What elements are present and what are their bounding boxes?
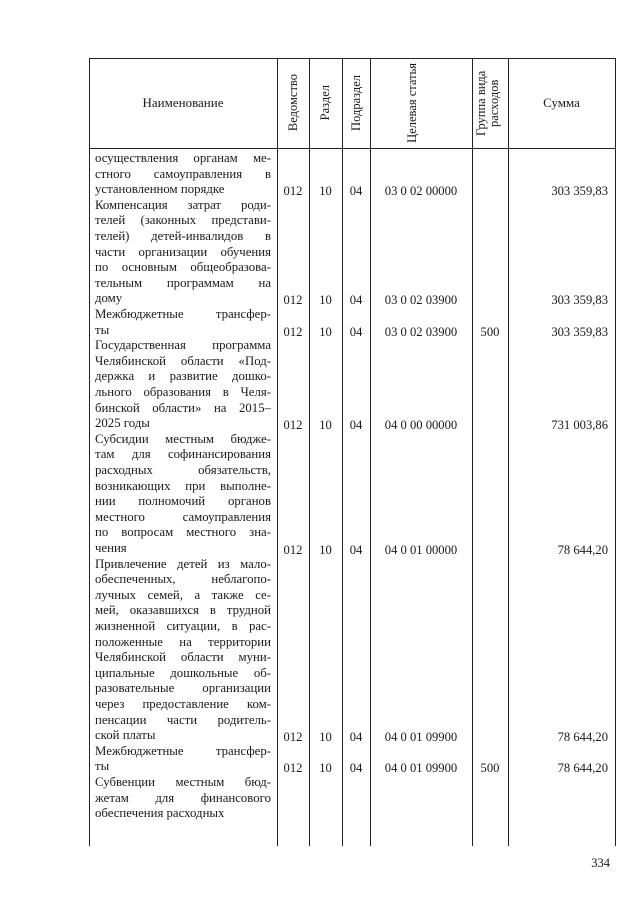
row-name-line: телей (законных представи- xyxy=(95,213,271,228)
row-name-line: Челябинской области муни- xyxy=(95,650,271,665)
row-name-line: части организации обучения xyxy=(95,244,271,259)
row-name-line: держка и развитие дошко- xyxy=(95,369,271,384)
header-gruppa: Группа вида расходов xyxy=(474,70,501,136)
cell-summa: 303 359,83 xyxy=(551,184,608,199)
row-name-line: пенсации части родитель- xyxy=(95,712,271,727)
row-name-line: ципальные дошкольные об- xyxy=(95,665,271,680)
col-border-summa xyxy=(508,58,509,846)
row-name-line: по вопросам местного зна- xyxy=(95,525,271,540)
row-name xyxy=(95,307,271,338)
cell-celevaya: 04 0 00 00000 xyxy=(384,418,458,433)
row-name-line: мей, оказавшихся в трудной xyxy=(95,603,271,618)
col-border-vedomstvo xyxy=(277,58,278,846)
cell-summa: 78 644,20 xyxy=(557,761,608,776)
cell-razdel: 10 xyxy=(319,418,332,433)
row-name-line: возникающих при выполне- xyxy=(95,478,271,493)
row-name xyxy=(95,744,271,775)
cell-celevaya: 04 0 01 09900 xyxy=(384,761,458,776)
cell-vedomstvo: 012 xyxy=(283,761,303,776)
row-name-line: Государственная программа xyxy=(95,338,271,353)
page-number: 334 xyxy=(591,856,610,870)
cell-podrazdel: 04 xyxy=(349,761,363,776)
cell-celevaya: 04 0 01 09900 xyxy=(384,730,458,745)
cell-razdel: 10 xyxy=(319,543,332,557)
row-name-line: льного образования в Челя- xyxy=(95,384,271,399)
row-name xyxy=(95,432,271,557)
cell-podrazdel: 04 xyxy=(349,543,363,557)
cell-celevaya: 03 0 02 03900 xyxy=(384,324,458,339)
cell-gruppa: 500 xyxy=(480,761,500,776)
row-name-line: телей) детей-инвалидов в xyxy=(95,228,271,243)
cell-summa: 303 359,83 xyxy=(551,293,608,308)
row-name-line: осуществления органам ме- xyxy=(95,151,271,165)
cell-summa: 303 359,83 xyxy=(551,324,608,339)
row-name-line: там для софинансирования xyxy=(95,447,271,462)
cell-vedomstvo: 012 xyxy=(283,730,303,745)
row-name-line: Челябинской области «Под- xyxy=(95,353,271,368)
cell-podrazdel: 04 xyxy=(349,418,363,433)
header-razdel: Раздел xyxy=(318,85,332,121)
col-border-gruppa xyxy=(472,58,473,846)
row-name-line: нии полномочий органов xyxy=(95,494,271,509)
row-name-line: лучных семей, а также се- xyxy=(95,587,271,602)
cell-razdel: 10 xyxy=(319,293,332,308)
row-name-line: обеспеченных, неблагопо- xyxy=(95,572,271,587)
header-vedomstvo: Ведомство xyxy=(285,74,300,132)
row-name xyxy=(95,557,271,744)
cell-podrazdel: 04 xyxy=(349,293,363,308)
cell-gruppa: 500 xyxy=(480,324,500,339)
cell-razdel: 10 xyxy=(319,730,332,745)
row-name-line: ской платы xyxy=(95,728,156,743)
row-name-line: Привлечение детей из мало- xyxy=(95,556,271,571)
cell-razdel: 10 xyxy=(319,761,332,776)
cell-podrazdel: 04 xyxy=(349,324,363,339)
cell-razdel: 10 xyxy=(319,324,332,339)
row-name-line: по основным общеобразова- xyxy=(95,260,271,275)
row-name-line: ты xyxy=(95,759,110,774)
cell-celevaya: 03 0 02 00000 xyxy=(384,184,458,199)
header-name: Наименование xyxy=(142,95,224,110)
header-bottom-border xyxy=(89,148,615,149)
cell-podrazdel: 04 xyxy=(349,730,363,745)
col-border-razdel xyxy=(309,58,310,846)
row-name-line: ты xyxy=(95,322,110,337)
row-name-line: Субвенции местным бюд- xyxy=(95,775,271,789)
row-name-line: жетам для финансового xyxy=(95,790,271,805)
cell-podrazdel: 04 xyxy=(349,184,363,199)
cell-razdel: 10 xyxy=(319,184,332,199)
row-name xyxy=(95,338,271,432)
row-name-line: через предоставление ком- xyxy=(95,696,271,711)
row-name-line: Субсидии местным бюдже- xyxy=(95,431,271,446)
col-border-right xyxy=(615,58,616,846)
cell-vedomstvo: 012 xyxy=(283,418,303,433)
row-name-line: жизненной ситуации, в рас- xyxy=(95,618,271,633)
cell-celevaya: 04 0 01 00000 xyxy=(384,543,458,557)
row-name-line: чения xyxy=(95,540,127,555)
col-border-podrazdel xyxy=(342,58,343,846)
header-podrazdel: Подраздел xyxy=(348,75,363,131)
col-border-left xyxy=(89,58,90,846)
row-name-line: установленном порядке xyxy=(95,182,225,197)
row-name-line: 2025 годы xyxy=(95,416,150,431)
row-name-line: разовательные организации xyxy=(95,681,271,696)
row-name-line: расходных обязательств, xyxy=(95,462,271,477)
cell-vedomstvo: 012 xyxy=(283,543,303,557)
row-name xyxy=(95,198,271,307)
row-name xyxy=(95,151,271,198)
row-name-line: дому xyxy=(95,291,123,306)
row-name-line: положенные на территории xyxy=(95,634,271,649)
row-name-line: Межбюджетные трансфер- xyxy=(95,743,271,758)
cell-vedomstvo: 012 xyxy=(283,324,303,339)
row-name-line: стного самоуправления в xyxy=(95,166,271,181)
cell-summa: 78 644,20 xyxy=(557,543,608,557)
header-celevaya: Целевая статья xyxy=(405,63,419,143)
row-name xyxy=(95,775,271,822)
row-name-line: Компенсация затрат роди- xyxy=(95,197,271,212)
row-name-line: тельным программам на xyxy=(95,275,271,290)
row-name-line: обеспечения расходных xyxy=(95,806,225,821)
row-name-line: Межбюджетные трансфер- xyxy=(95,307,271,321)
cell-summa: 731 003,86 xyxy=(551,418,608,433)
cell-celevaya: 03 0 02 03900 xyxy=(384,293,458,308)
row-name-line: местного самоуправления xyxy=(95,509,271,524)
col-border-celevaya xyxy=(370,58,371,846)
row-name-line: бинской области» на 2015– xyxy=(95,400,271,415)
cell-vedomstvo: 012 xyxy=(283,184,303,199)
cell-summa: 78 644,20 xyxy=(557,730,608,745)
header-summa: Сумма xyxy=(543,95,580,110)
cell-vedomstvo: 012 xyxy=(283,293,303,308)
